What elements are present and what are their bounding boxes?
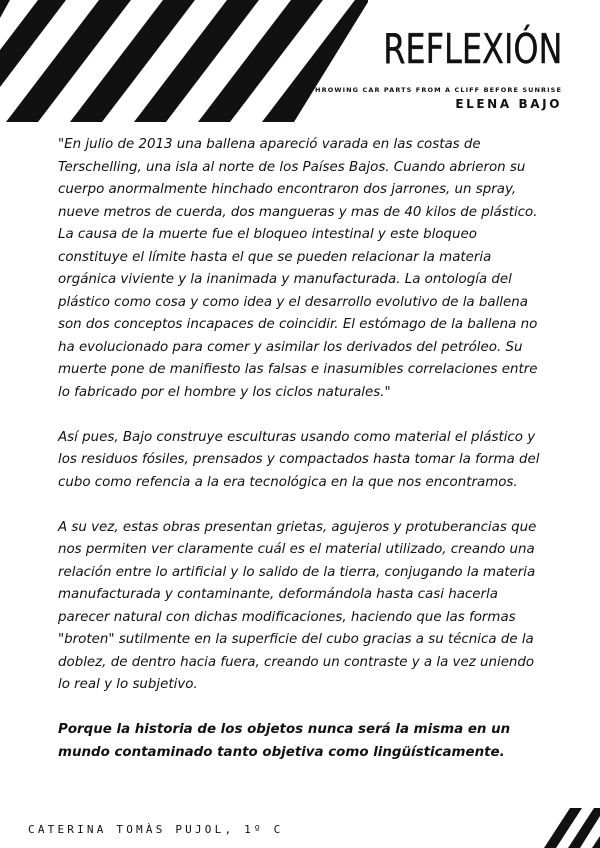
header — [310, 26, 562, 111]
decorative-stripes-bottom — [540, 808, 600, 848]
subtitle: THROWING CAR PARTS FROM A CLIFF BEFORE SUNRISE — [309, 86, 562, 94]
page-title: REFLEXIÓN — [382, 25, 562, 73]
author-name: ELENA BAJO — [455, 97, 562, 111]
paragraph-materials: Así pues, Bajo construye esculturas usando como material el plástico y los residuos fósiles, prensados y compactados hasta tomar la forma del cubo como refencia a la era tecnológica en la que nos encontramos. — [58, 429, 540, 490]
body-text — [58, 134, 548, 787]
footer-credit: CATERINA TOMÀS PUJOL, 1º C — [28, 823, 284, 836]
paragraph-description: A su vez, estas obras presentan grietas, agujeros y protuberancias que nos permiten ver claramente cuál es el material utilizado, creando una relación entre lo artificial y lo salido de la tierra, conjugando la materia manufacturada y contaminante, deformándola hasta casi hacerla parecer natural con dichas modificaciones, haciendo que las formas "broten" sutilmente en la superficie del cubo gracias a su técnica de la doblez, de dentro hacia fuera, creando un contraste y a la vez uniendo lo real y lo subjetivo. — [58, 519, 537, 692]
paragraph-quote: "En julio de 2013 una ballena apareció varada en las costas de Terschelling, una isla al norte de los Países Bajos. Cuando abrieron su cuerpo anormalmente hinchado encontraron dos jarrones, un spray, nueve metros de cuerda, dos mangueras y mas de 40 kilos de plástico. La causa de la muerte fue el bloqueo intestinal y este bloqueo constituye el límite hasta el que se pueden relacionar la materia orgánica viviente y la inanimada y manufacturada. La ontología del plástico como cosa y como idea y el desarrollo evolutivo de la ballena son dos conceptos incapaces de coincidir. El estómago de la ballena no ha evolucionado para comer y asimilar los derivados del petróleo. Su muerte pone de manifiesto las falsas e inasumibles correlaciones entre lo fabricado por el hombre y los ciclos naturales." — [58, 137, 538, 400]
paragraph-conclusion: Porque la historia de los objetos nunca será la misma en un mundo contaminado tanto objetiva como lingüísticamente. — [58, 722, 511, 760]
